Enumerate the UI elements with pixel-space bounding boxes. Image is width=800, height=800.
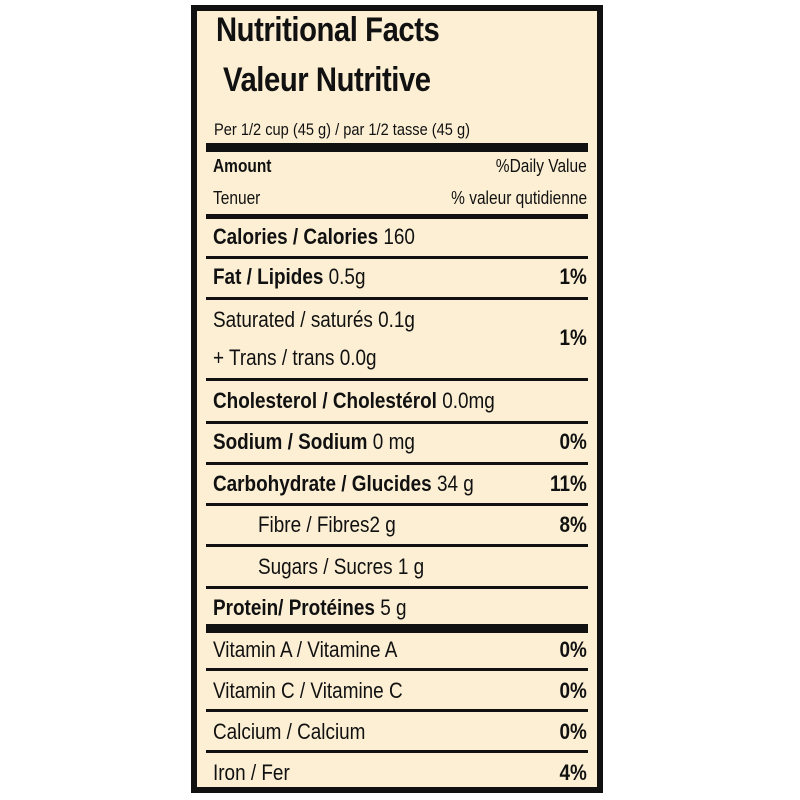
divider: [206, 503, 588, 506]
sugars-label: Sugars / Sucres 1 g: [258, 554, 425, 579]
saturated-daily-value: 1%: [559, 325, 587, 350]
divider: [206, 256, 588, 259]
divider: [206, 421, 588, 424]
divider: [206, 586, 588, 589]
divider: [206, 750, 588, 753]
fat-value: 0.5g: [328, 264, 366, 289]
sodium-label: Sodium / Sodium: [213, 429, 368, 454]
carbohydrate-value: 34 g: [436, 471, 474, 496]
sodium-daily-value: 0%: [559, 429, 587, 454]
carbohydrate-daily-value: 11%: [550, 471, 587, 496]
divider: [206, 544, 588, 547]
fibre-daily-value: 8%: [559, 512, 587, 537]
fat-daily-value: 1%: [559, 264, 587, 289]
amount-heading-fr: Tenuer: [213, 188, 261, 208]
calories-label: Calories / Calories: [213, 224, 379, 249]
daily-value-heading: %Daily Value: [496, 156, 587, 176]
iron-daily-value: 4%: [559, 760, 587, 785]
thick-divider: [206, 624, 588, 633]
sodium-row: [213, 431, 415, 453]
serving-size: Per 1/2 cup (45 g) / par 1/2 tasse (45 g): [214, 120, 470, 139]
calories-row: [213, 226, 415, 248]
calcium-label: Calcium / Calcium: [213, 719, 366, 744]
cholesterol-label: Cholesterol / Cholestérol: [213, 388, 437, 413]
title-english: Nutritional Facts: [216, 11, 440, 49]
calcium-daily-value: 0%: [559, 719, 587, 744]
carbohydrate-row: [213, 473, 474, 495]
fat-row: [213, 266, 365, 288]
carbohydrate-label: Carbohydrate / Glucides: [213, 471, 432, 496]
divider: [206, 214, 588, 219]
thick-divider: [206, 143, 588, 152]
saturated-label: Saturated / saturés 0.1g: [213, 307, 415, 332]
cholesterol-row: [213, 390, 495, 412]
vitamin-c-label: Vitamin C / Vitamine C: [213, 678, 403, 703]
daily-value-heading-fr: % valeur qutidienne: [451, 188, 587, 208]
title-french: Valeur Nutritive: [223, 61, 431, 99]
fat-label: Fat / Lipides: [213, 264, 324, 289]
protein-value: 5 g: [380, 595, 407, 620]
calories-value: 160: [383, 224, 415, 249]
amount-heading: Amount: [213, 156, 272, 176]
fibre-label: Fibre / Fibres2 g: [258, 512, 396, 537]
divider: [206, 297, 588, 300]
sodium-value: 0 mg: [372, 429, 415, 454]
divider: [206, 668, 588, 671]
divider: [206, 709, 588, 712]
iron-label: Iron / Fer: [213, 760, 290, 785]
vitamin-a-label: Vitamin A / Vitamine A: [213, 637, 398, 662]
protein-label: Protein/ Protéines: [213, 595, 375, 620]
divider: [206, 378, 588, 381]
divider: [206, 462, 588, 465]
vitamin-a-daily-value: 0%: [559, 637, 587, 662]
protein-row: [213, 597, 407, 619]
trans-label: + Trans / trans 0.0g: [213, 345, 377, 370]
cholesterol-value: 0.0mg: [442, 388, 495, 413]
vitamin-c-daily-value: 0%: [559, 678, 587, 703]
